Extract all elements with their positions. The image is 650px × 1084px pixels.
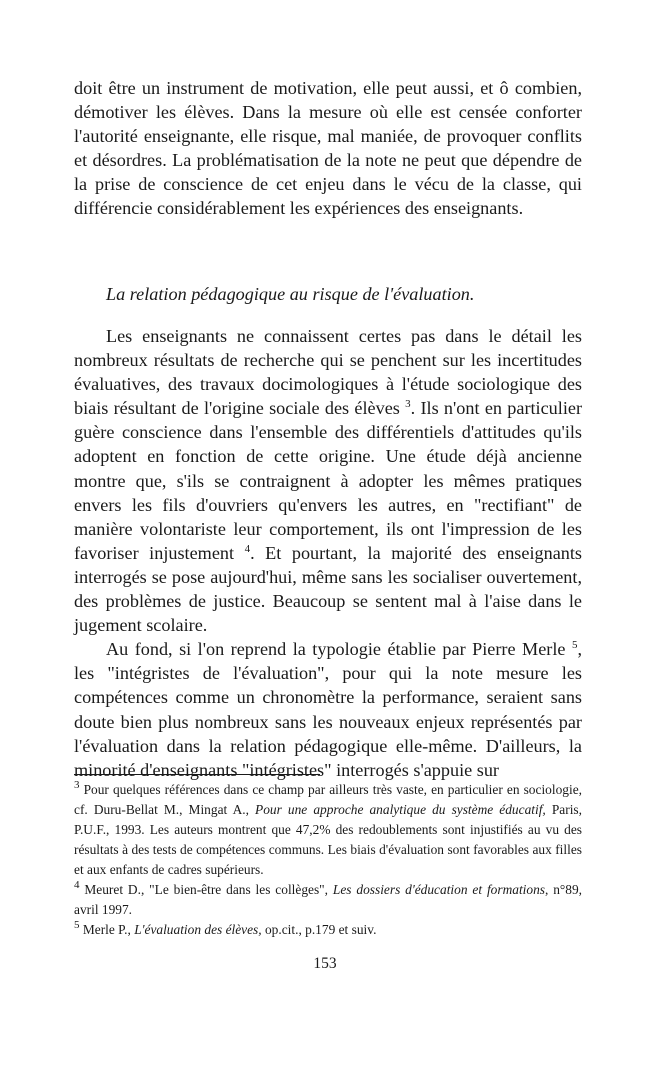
- footnote: [74, 880, 582, 920]
- footnote-number: 5: [74, 919, 80, 931]
- section-heading: La relation pédagogique au risque de l'évaluation.: [106, 284, 475, 304]
- paragraph-text: Au fond, si l'on reprend la typologie établie par Pierre Merle: [106, 639, 572, 660]
- footnote-reference: 5: [571, 639, 578, 652]
- paragraph-evaluation-research: [74, 324, 582, 637]
- footnote-title: Les dossiers d'éducation et formations: [332, 882, 545, 897]
- footnote-text: op.cit., p.179 et suiv.: [261, 922, 377, 937]
- paragraph-text: . Ils n'ont en particulier guère conscience dans l'ensemble des différentiels d'attitudes qu'ils adoptent en fonction de cette origine. Une étude déjà ancienne montre que, s'ils se contraignent à adopter les mêmes pratiques envers les fils d'ouvriers qu'envers les autres, en "rectifiant" de manière volontariste leur comportement, ils ont l'impression de les favoriser injustement: [74, 398, 583, 563]
- footnote-text: Merle P.,: [79, 922, 135, 937]
- footnote-text: Paris, P.U.F., 1993. Les auteurs montrent que 47,2% des redoublements sont injustifiés au vu des résultats à des tests de compétences communs. Les biais d'évaluation sont favorables aux filles et aux enfants de cadres supérieurs.: [74, 802, 582, 877]
- paragraph-text: , les "intégristes de l'évaluation", pour qui la note mesure les compétences comme un chronomètre la performance, seraient sans doute bien plus nombreux sans les nouveaux enjeux représentés par l'évaluation dans la relation pédagogique elle-même. D'ailleurs, la minorité d'enseignants "intégristes" interrogés s'appuie sur: [74, 639, 582, 780]
- body-text: [74, 324, 582, 782]
- footnote-reference: 4: [244, 542, 251, 555]
- footnote-text: Pour quelques références dans ce champ par ailleurs très vaste, en particulier en sociologie, cf. Duru-Bellat M., Mingat A.,: [74, 782, 582, 817]
- page-number: 153: [313, 955, 337, 972]
- footnote: [74, 920, 582, 940]
- footnote-divider: [74, 774, 320, 775]
- paragraph-continuation: [74, 76, 582, 221]
- paragraph-text: Les enseignants ne connaissent certes pas dans le détail les nombreux résultats de recherche qui se penchent sur les incertitudes évaluatives, des travaux docimologiques à l'étude sociologique des biais résultant de l'origine sociale des élèves: [74, 326, 582, 419]
- footnote-text: , n°89, avril 1997.: [74, 882, 583, 917]
- paragraph-typology: [74, 637, 582, 782]
- footnotes: [74, 780, 582, 940]
- footnote-number: 4: [74, 879, 80, 891]
- footnote-title: L'évaluation des élèves,: [134, 922, 262, 937]
- paragraph-text: doit être un instrument de motivation, elle peut aussi, et ô combien, démotiver les élèves. Dans la mesure où elle est censée conforter l'autorité enseignante, elle risque, mal maniée, de provoquer conflits et désordres. La problématisation de la note ne peut que dépendre de la prise de conscience de cet enjeu dans le vécu de la classe, qui différencie considérablement les expériences des enseignants.: [74, 78, 582, 219]
- footnote-text: Meuret D., "Le bien-être dans les collèges",: [79, 882, 333, 897]
- footnote-number: 3: [74, 779, 80, 791]
- paragraph-text: . Et pourtant, la majorité des enseignants interrogés se pose aujourd'hui, même sans les socialiser ouvertement, des problèmes de justice. Beaucoup se sentent mal à l'aise dans le jugement scolaire.: [74, 542, 582, 636]
- footnote-title: Pour une approche analytique du système éducatif,: [255, 802, 546, 817]
- footnote: [74, 780, 582, 880]
- footnote-reference: 3: [405, 398, 411, 411]
